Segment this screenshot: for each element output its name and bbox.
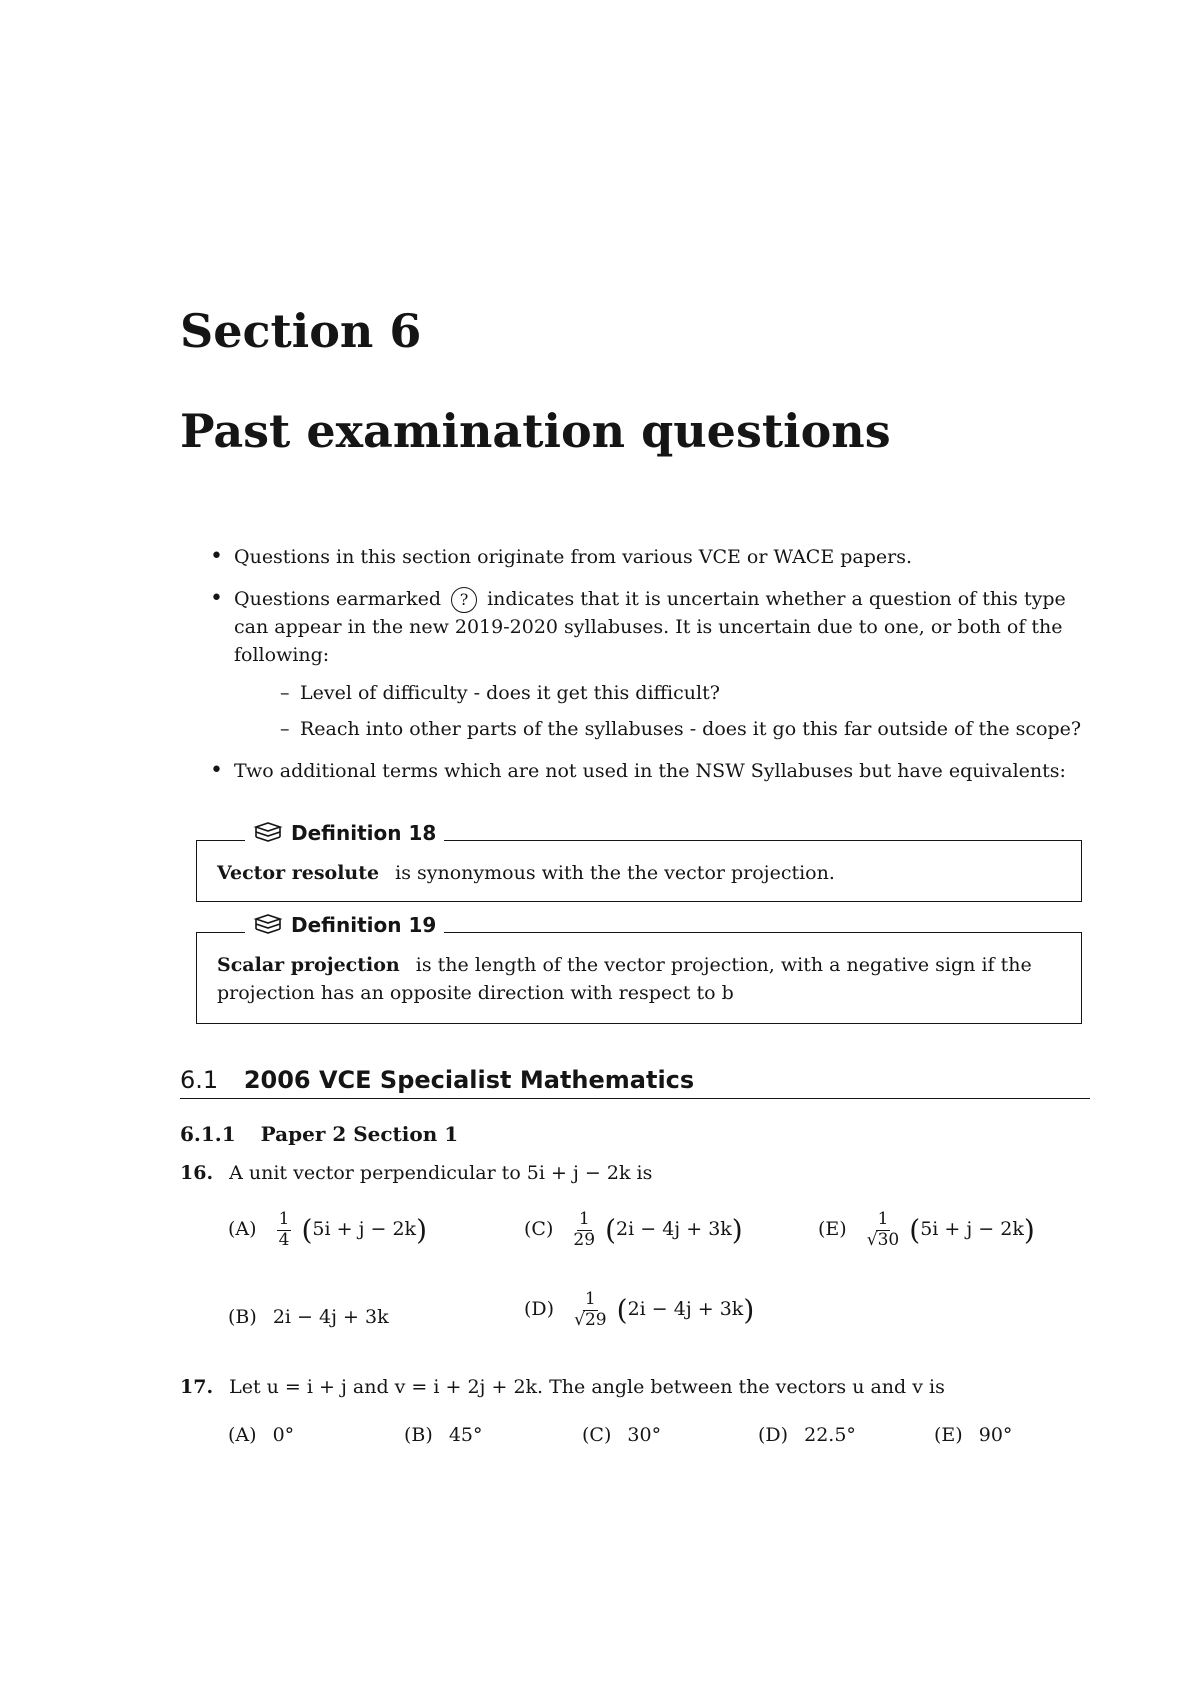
- option-vector: 5i + j − 2k: [920, 1218, 1024, 1241]
- option-fraction: $\frac{1}{4}$: [278, 1209, 290, 1250]
- option-fraction: $\frac{1}{√29}$: [574, 1289, 607, 1330]
- section-title: Past examination questions: [180, 404, 891, 458]
- sub-item-difficulty: – Level of difficulty - does it get this difficult?: [280, 679, 1090, 707]
- definition-header: [245, 821, 444, 845]
- question-17: [180, 1376, 945, 1398]
- definition-term: Scalar projection: [217, 954, 400, 976]
- subsubsection-heading: [180, 1122, 458, 1146]
- subsubsection-number: 6.1.1: [180, 1122, 236, 1146]
- uncertainty-sublist: [280, 679, 1090, 743]
- option-17-b[interactable]: [404, 1424, 483, 1446]
- question-number: 17.: [180, 1376, 214, 1398]
- option-vector: 2i − 4j + 3k: [616, 1218, 732, 1241]
- option-fraction: $\frac{1}{29}$: [573, 1209, 596, 1250]
- option-label: (C): [524, 1218, 554, 1241]
- option-vector: 5i + j − 2k: [312, 1218, 417, 1241]
- option-16-e[interactable]: (E) $\frac{1}{√30}$ (5i + j − 2k): [818, 1209, 1035, 1250]
- subsubsection-title: Paper 2 Section 1: [260, 1122, 459, 1146]
- option-17-d[interactable]: [758, 1424, 856, 1446]
- option-label: (A): [228, 1424, 257, 1446]
- option-label: (B): [404, 1424, 433, 1446]
- option-vector: 2i − 4j + 3k: [627, 1298, 744, 1321]
- option-vector: 2i − 4j + 3k: [272, 1306, 389, 1328]
- definition-box-18: [196, 821, 1082, 902]
- question-16: [180, 1162, 652, 1184]
- option-value: 22.5°: [804, 1424, 856, 1446]
- subsection-heading: [180, 1066, 1090, 1099]
- bullet-earmarked: [210, 585, 1090, 743]
- section-number: Section 6: [180, 304, 422, 358]
- option-label: (B): [228, 1306, 257, 1328]
- bullet-origin: • Questions in this section originate from various VCE or WACE papers.: [210, 543, 1090, 571]
- option-value: 0°: [272, 1424, 295, 1446]
- option-fraction: $\frac{1}{√30}$: [866, 1209, 900, 1250]
- definition-text: is synonymous with the the vector projection.: [395, 862, 835, 884]
- bullet-earmarked-pre: Questions earmarked: [234, 588, 441, 610]
- bullet-additional-terms: • Two additional terms which are not used in the NSW Syllabuses but have equivalents:: [210, 757, 1090, 785]
- option-17-c[interactable]: [582, 1424, 661, 1446]
- option-label: (E): [818, 1218, 847, 1241]
- definition-header: [245, 913, 444, 937]
- intro-bullet-list: [210, 543, 1090, 799]
- sub-item-scope: – Reach into other parts of the syllabuses - does it go this far outside of the scope?: [280, 715, 1090, 743]
- subsection-number: 6.1: [180, 1066, 219, 1094]
- definition-title: Definition 18: [291, 821, 437, 845]
- option-16-d[interactable]: (D) $\frac{1}{√29}$ (2i − 4j + 3k): [524, 1289, 755, 1330]
- option-17-e[interactable]: [934, 1424, 1012, 1446]
- subsection-title: 2006 VCE Specialist Mathematics: [243, 1066, 695, 1094]
- option-17-a[interactable]: [228, 1424, 294, 1446]
- question-circle-icon: ?: [451, 587, 477, 613]
- definition-body: [197, 841, 1081, 897]
- definition-term: Vector resolute: [217, 862, 380, 884]
- option-label: (D): [758, 1424, 789, 1446]
- option-value: 30°: [627, 1424, 662, 1446]
- option-16-b[interactable]: [228, 1306, 389, 1328]
- option-label: (A): [228, 1218, 257, 1241]
- question-text: Let u = i + j and v = i + 2j + 2k. The angle between the vectors u and v is: [229, 1376, 945, 1398]
- option-label: (D): [524, 1298, 555, 1321]
- option-value: 90°: [978, 1424, 1013, 1446]
- definition-box-19: [196, 913, 1082, 1024]
- option-16-c[interactable]: (C) $\frac{1}{29}$ (2i − 4j + 3k): [524, 1209, 743, 1250]
- question-number: 16.: [180, 1162, 214, 1184]
- definition-text: is the length of the vector projection, with a negative sign if the projection has an opposite direction with respect to b: [217, 954, 1032, 1004]
- bullet-earmarked-post: indicates that it is uncertain whether a question of this type can appear in the new 2019-2020 syllabuses. It is uncertain due to one, or both of the following:: [234, 588, 1066, 666]
- option-label: (E): [934, 1424, 963, 1446]
- option-value: 45°: [448, 1424, 483, 1446]
- definition-title: Definition 19: [291, 913, 437, 937]
- option-16-a[interactable]: (A) $\frac{1}{4}$ (5i + j − 2k): [228, 1209, 427, 1250]
- book-stack-icon: [253, 913, 283, 937]
- option-label: (C): [582, 1424, 612, 1446]
- question-text: A unit vector perpendicular to 5i + j − 2k is: [229, 1162, 653, 1184]
- book-stack-icon: [253, 821, 283, 845]
- definition-body: [197, 933, 1081, 1017]
